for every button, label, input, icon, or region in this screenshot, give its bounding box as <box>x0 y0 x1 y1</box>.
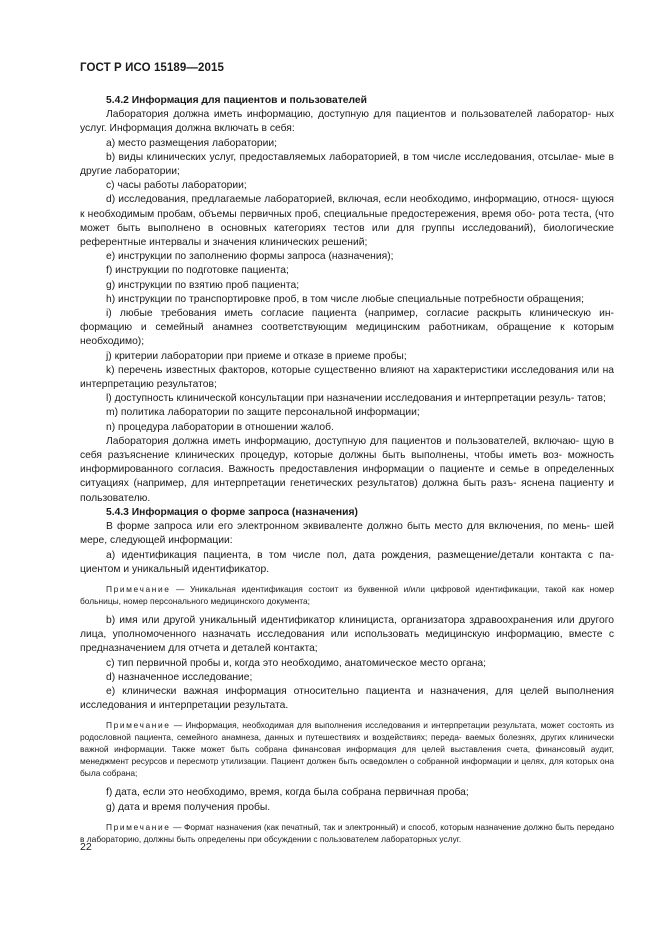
body-paragraph: l) доступность клинической консультации при назначении исследования и интерпретации резуль- татов; <box>106 393 606 405</box>
note-label: Примечание <box>106 583 171 594</box>
body-paragraph: n) процедура лаборатории в отношении жалоб. <box>106 421 334 433</box>
body-paragraph: b) виды клинических услуг, предоставляемых лабораторией, в том числе исследования, отсылае- мые в другие лаборатории; <box>80 151 614 178</box>
body-paragraph: h) инструкции по транспортировке проб, в том числе любые специальные потребности обращения; <box>106 293 584 305</box>
body-paragraph: b) имя или другой уникальный идентификатор клинициста, организатора здравоохранения или другого лица, уполномоченного назначать исследования или использовать медицинскую информацию, вместе с предназначением для отчета и деталей контакта; <box>80 614 614 655</box>
body-paragraph: e) клинически важная информация относительно пациента и назначения, для целей выполнения исследования и интерпретации результата. <box>80 685 614 712</box>
note-label: Примечание <box>106 821 171 832</box>
document-page <box>80 62 614 852</box>
note-paragraph <box>80 719 614 779</box>
note-text: — Формат назначения (как печатный, так и электронный) и способ, которым назначение должно быть передано в лабораторию, должны быть определены при обсуждении с пользователем лабораторных услуг. <box>80 821 614 844</box>
body-paragraph: i) любые требования иметь согласие пациента (например, согласие раскрыть клиническую ин- формацию и семейный анамнез соответствующим медицинским работникам, обращение к которым необходимо); <box>80 308 614 348</box>
body-paragraph: f) инструкции по подготовке пациента; <box>106 265 289 277</box>
section-heading: 5.4.2 Информация для пациентов и пользователей <box>106 95 367 106</box>
body-paragraph: a) место размещения лаборатории; <box>106 137 277 149</box>
body-paragraph: c) тип первичной пробы и, когда это необходимо, анатомическое место органа; <box>106 657 486 669</box>
body-paragraph: Лаборатория должна иметь информацию, доступную для пациентов и пользователей лаборатор- ных услуг. Информация должна включать в себя: <box>80 109 614 135</box>
body-paragraph: Лаборатория должна иметь информацию, доступную для пациентов и пользователей, включаю- щую в себя разъяснение клинических процедур, которые должны быть выполнены, чтобы иметь воз- можность информированного согласия. Важность предоставления информации о пациенте и семье в определенных ситуациях (например, для интерпретации генетических результатов) должна быть разъ- яснена пациенту и пользователю. <box>80 435 614 504</box>
body-paragraph: В форме запроса или его электронном эквиваленте должно быть место для включения, по мень- шей мере, следующей информации: <box>80 521 614 547</box>
note-text: — Уникальная идентификация состоит из буквенной и/или цифровой идентификации, такой как номер больницы, номер персонального медицинского документа; <box>80 583 614 606</box>
body-paragraph: g) инструкции по взятию проб пациента; <box>106 279 300 291</box>
body-paragraph: c) часы работы лаборатории; <box>106 180 247 192</box>
section-heading: 5.4.3 Информация о форме запроса (назначения) <box>106 506 358 518</box>
body-paragraph: m) политика лаборатории по защите персональной информации; <box>106 407 420 419</box>
body-paragraph: e) инструкции по заполнению формы запроса (назначения); <box>106 251 394 263</box>
body-paragraph: f) дата, если это необходимо, время, когда была собрана первичная проба; <box>106 787 469 799</box>
document-header: ГОСТ Р ИСО 15189—2015 <box>80 62 225 74</box>
body-paragraph: d) исследования, предлагаемые лабораторией, включая, если необходимо, информацию, относя- щуюся к необходимым пробам, объемы первичных проб, специальные предостережения, время обо- рота теста, (что может быть выполнено в основных категориях тестов или для группы исследований), биологические референтные интервалы и значения клинических решений; <box>80 194 614 249</box>
body-paragraph: d) назначенное исследование; <box>106 671 253 683</box>
page-number: 22 <box>80 841 92 853</box>
note-label: Примечание <box>106 720 171 731</box>
body-paragraph: g) дата и время получения пробы. <box>106 801 271 813</box>
note-paragraph <box>80 821 614 845</box>
note-text: — Информация, необходимая для выполнения исследования и интерпретации результата, может состоять из родословной пациента, семейного анамнеза, данных и путешествиях и воздействиях; переда- ваемых болезнях, других клинически важной информации. Также может быть собрана финансовая информация для целей выставления счета, финансовый аудит, менеджмент ресурсов и пересмотр утилизации. Пациент должен быть осведомлен о собранной информации и целях, для которых она была собрана; <box>80 720 615 779</box>
note-paragraph <box>80 583 614 607</box>
body-paragraph: k) перечень известных факторов, которые существенно влияют на характеристики исследования или на интерпретацию результатов; <box>80 364 614 391</box>
body-paragraph: j) критерии лаборатории при приеме и отказе в приеме пробы; <box>106 350 407 362</box>
document-body <box>80 94 614 845</box>
body-paragraph: a) идентификация пациента, в том числе пол, дата рождения, размещение/детали контакта с па- циентом и уникальный идентификатор. <box>80 549 614 575</box>
